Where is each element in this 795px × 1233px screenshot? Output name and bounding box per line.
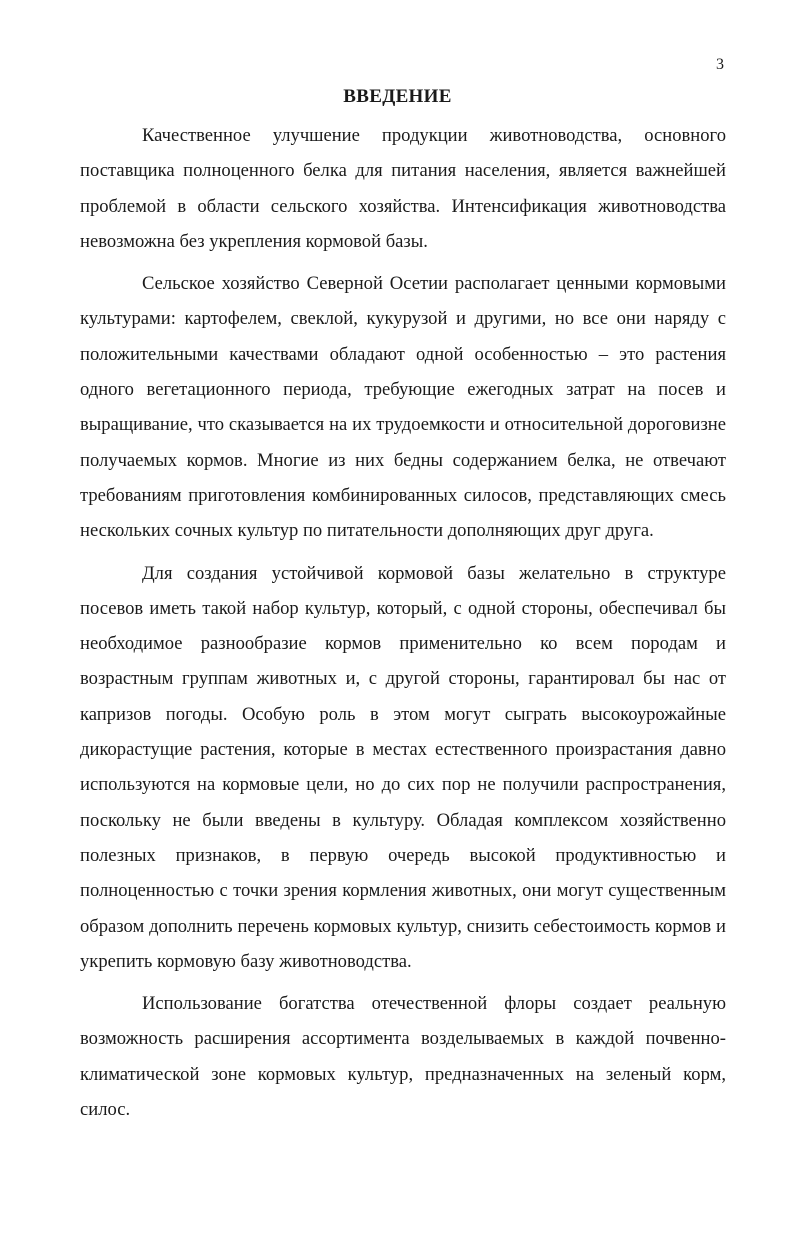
- page-number: 3: [716, 56, 724, 73]
- section-title: ВВЕДЕНИЕ: [343, 86, 452, 107]
- paragraph-1: Качественное улучшение продукции животноводства, основного поставщика полноценного белка для питания населения, является важнейшей проблемой в области сельского хозяйства. Интенсификация животноводства невозможна без укрепления кормовой базы.: [80, 125, 726, 252]
- paragraph-3: Для создания устойчивой кормовой базы желательно в структуре посевов иметь такой набор культур, который, с одной стороны, обеспечивал бы необходимое разнообразие кормов применительно ко всем породам и возрастным группам животных и, с другой стороны, гарантировал бы нас от капризов погоды. Особую роль в этом могут сыграть высокоурожайные дикорастущие растения, которые в местах естественного произрастания давно используются на кормовые цели, но до сих пор не получили распространения, поскольку не были введены в культуру. Обладая комплексом хозяйственно полезных признаков, в первую очередь высокой продуктивностью и полноценностью с точки зрения кормления животных, они могут существенным образом дополнить перечень кормовых культур, снизить себестоимость кормов и укрепить кормовую базу животноводства.: [80, 562, 726, 972]
- paragraph-4: Использование богатства отечественной флоры создает реальную возможность расширения ассортимента возделываемых в каждой почвенно-климатической зоне кормовых культур, предназначенных на зеленый корм, силос.: [80, 993, 726, 1121]
- paragraph-2: Сельское хозяйство Северной Осетии располагает ценными кормовыми культурами: картофелем, свеклой, кукурузой и другими, но все они наряду с положительными качествами обладают одной особенностью – это растения одного вегетационного периода, требующие ежегодных затрат на посев и выращивание, что сказывается на их трудоемкости и относительной дороговизне получаемых кормов. Многие из них бедны содержанием белка, не отвечают требованиям приготовления комбинированных силосов, представляющих смесь нескольких сочных культур по питательности дополняющих друг друга.: [80, 273, 726, 542]
- body-text: [80, 118, 726, 1127]
